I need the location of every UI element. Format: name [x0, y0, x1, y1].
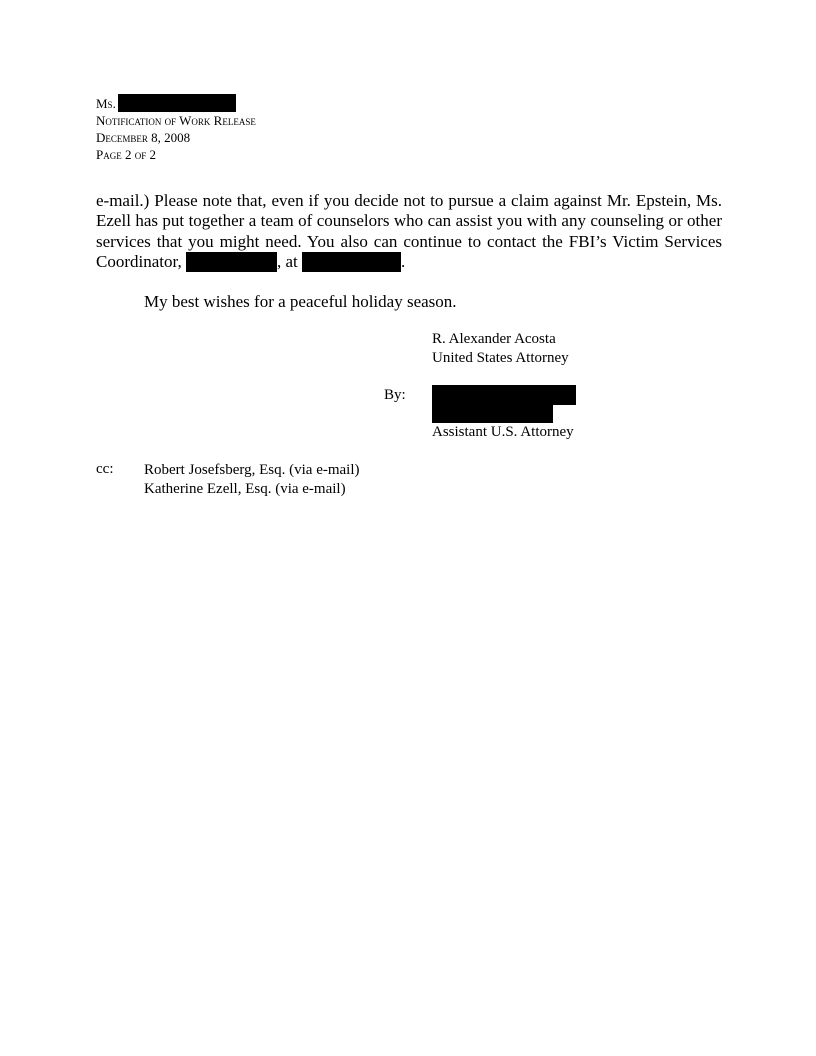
redacted-coordinator-name [186, 252, 277, 272]
letter-date: December 8, 2008 [96, 130, 191, 145]
closing-wishes: My best wishes for a peaceful holiday season. [144, 292, 457, 311]
signature-block [432, 330, 569, 368]
cc-recipient: Katherine Ezell, Esq. (via e-mail) [144, 481, 346, 497]
letter-subject: Notification of Work Release [96, 113, 256, 128]
redacted-signer-name [432, 405, 553, 423]
page-number: Page 2 of 2 [96, 147, 156, 162]
cc-list [144, 461, 360, 499]
salutation-line [96, 94, 256, 112]
by-label: By: [384, 387, 406, 403]
attorney-name: R. Alexander Acosta [432, 331, 556, 347]
redacted-signature [432, 385, 576, 405]
cc-recipient: Robert Josefsberg, Esq. (via e-mail) [144, 462, 360, 478]
attorney-title: United States Attorney [432, 350, 569, 366]
paragraph-text: e-mail.) Please note that, even if you decide not to pursue a claim against Mr. Epstein, Ms. Ezell has put together a team of counselors who can assist you with any counseling or other services that you might need. You also can continue to contact the FBI’s Victim Services Coordinator, [96, 191, 722, 272]
paragraph-connector: , at [276, 252, 298, 272]
letter-header [96, 94, 256, 163]
cc-label: cc: [96, 461, 114, 477]
redacted-recipient-name [118, 94, 236, 112]
body-paragraph [96, 191, 722, 273]
redacted-phone-number [302, 252, 401, 272]
signer-title: Assistant U.S. Attorney [432, 424, 574, 440]
salutation: Ms. [96, 96, 116, 111]
paragraph-end: . [401, 252, 406, 272]
